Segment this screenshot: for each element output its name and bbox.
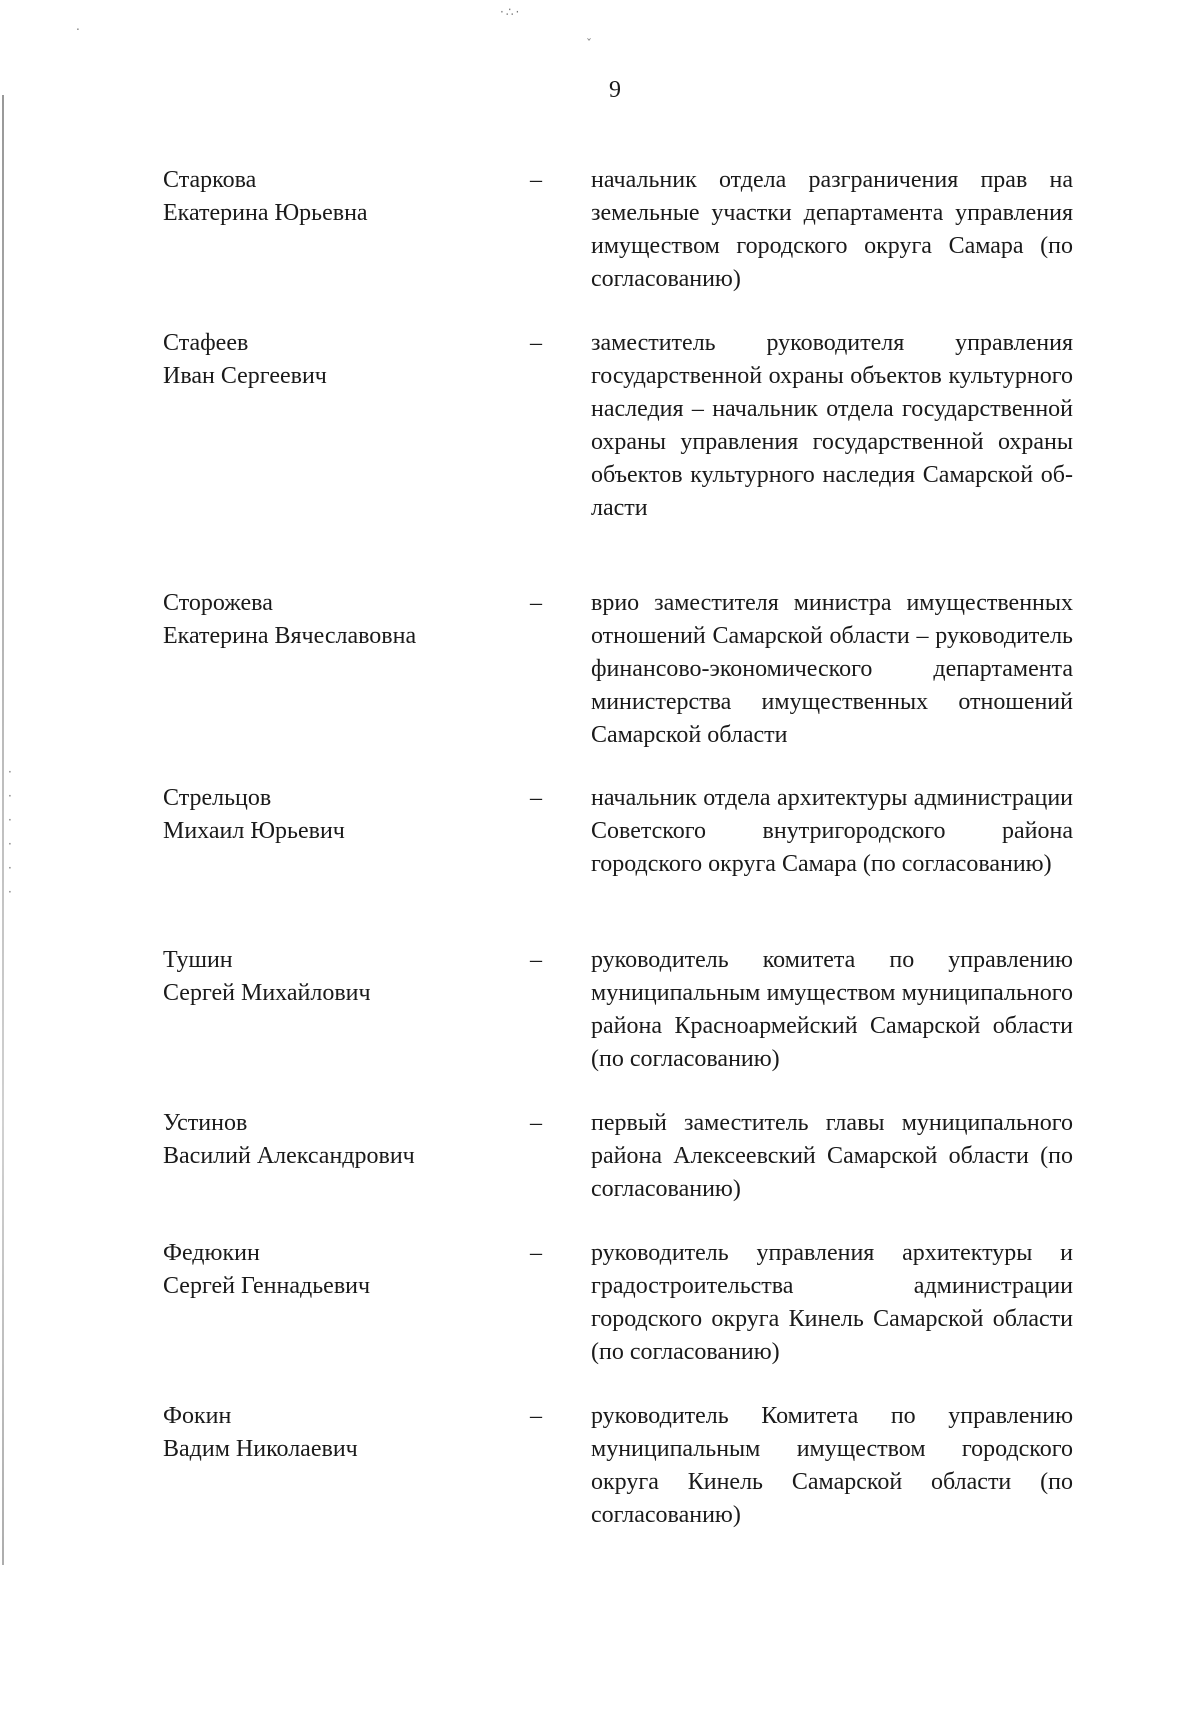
scan-speck: ˇ bbox=[586, 37, 592, 51]
member-role: начальник отдела разграничения прав на земельные участки департамента управления имуществом городского округа Самара (по согласованию) bbox=[591, 167, 1073, 292]
member-name bbox=[163, 587, 523, 653]
separator-dash: – bbox=[530, 590, 542, 616]
member-given-name: Михаил Юрьевич bbox=[163, 818, 345, 844]
member-surname: Сторожева bbox=[163, 590, 273, 616]
member-name bbox=[163, 327, 523, 393]
member-given-name: Сергей Геннадьевич bbox=[163, 1273, 371, 1299]
member-surname: Устинов bbox=[163, 1110, 248, 1136]
member-role: начальник отдела архитектуры администрации Советского внутригородского района городского округа Самара (по согласованию) bbox=[591, 785, 1073, 877]
member-name bbox=[163, 944, 523, 1010]
member-given-name: Иван Сергеевич bbox=[163, 363, 327, 389]
member-surname: Стрельцов bbox=[163, 785, 272, 811]
scan-edge bbox=[2, 95, 4, 1565]
member-name bbox=[163, 782, 523, 848]
scan-speck: · · · · · · bbox=[8, 765, 12, 899]
member-name bbox=[163, 1107, 523, 1173]
member-role: руководитель комитета по управлению муниципальным имуществом муниципального района Красноармейский Самарской области (по согласованию) bbox=[591, 947, 1073, 1072]
member-surname: Федюкин bbox=[163, 1240, 260, 1266]
member-given-name: Сергей Михайлович bbox=[163, 980, 371, 1006]
separator-dash: – bbox=[530, 167, 542, 193]
member-role: первый заместитель главы муниципального района Алексеевский Самарской области (по согласованию) bbox=[591, 1110, 1073, 1202]
member-surname: Стафеев bbox=[163, 330, 249, 356]
member-role: заместитель руководителя управления государственной охраны объектов культурного наследия – начальник отдела государственной охраны управления государственной охраны объектов культурного наследия Самарской области bbox=[591, 330, 1073, 521]
separator-dash: – bbox=[530, 785, 542, 811]
separator-dash: – bbox=[530, 1240, 542, 1266]
member-given-name: Екатерина Вячеславовна bbox=[163, 623, 417, 649]
member-surname: Старкова bbox=[163, 167, 257, 193]
member-role: врио заместителя министра имущественных отношений Самарской области – руководитель финансово-экономического департамента министерства имущественных отношений Самарской области bbox=[591, 590, 1073, 748]
separator-dash: – bbox=[530, 947, 542, 973]
member-role: руководитель Комитета по управлению муниципальным имуществом городского округа Кинель Самарской области (по согласованию) bbox=[591, 1403, 1073, 1528]
scan-speck: ·∴· bbox=[500, 5, 522, 19]
scan-speck: . bbox=[76, 19, 80, 33]
member-surname: Фокин bbox=[163, 1403, 232, 1429]
member-given-name: Василий Александрович bbox=[163, 1143, 415, 1169]
separator-dash: – bbox=[530, 330, 542, 356]
member-given-name: Вадим Николаевич bbox=[163, 1436, 358, 1462]
separator-dash: – bbox=[530, 1110, 542, 1136]
member-surname: Тушин bbox=[163, 947, 233, 973]
member-name bbox=[163, 1237, 523, 1303]
member-given-name: Екатерина Юрьевна bbox=[163, 200, 368, 226]
member-name bbox=[163, 164, 523, 230]
member-name bbox=[163, 1400, 523, 1466]
separator-dash: – bbox=[530, 1403, 542, 1429]
member-role: руководитель управления архитектуры и градостроительства администрации городского округа Кинель Самарской области (по согласованию) bbox=[591, 1240, 1073, 1365]
page-number: 9 bbox=[609, 77, 621, 103]
